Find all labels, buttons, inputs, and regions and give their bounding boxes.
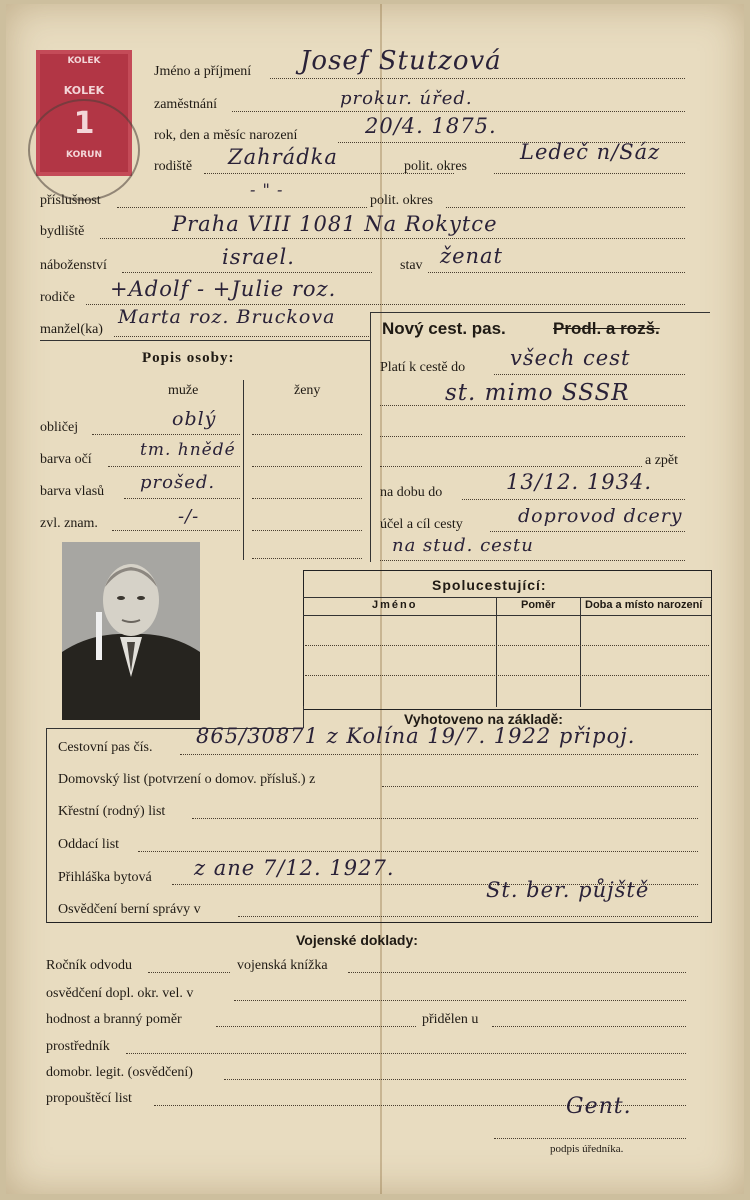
line-zvl-znam-zeny — [252, 530, 362, 531]
hw-rodice: +Adolf - +Julie roz. — [110, 277, 337, 301]
label-domobr: domobr. legit. (osvědčení) — [46, 1065, 193, 1080]
hw-zamestnani: prokur. úřed. — [340, 88, 473, 109]
hw-plati-2: st. mimo SSSR — [445, 380, 630, 406]
line-cestovni-pas — [180, 754, 698, 755]
line-domobr — [224, 1079, 686, 1080]
label-oblicej: obličej — [40, 420, 79, 435]
divider-left — [40, 340, 370, 341]
hw-barva-vlasu: prošed. — [140, 472, 216, 493]
heading-prodl: Prodl. a rozš. — [553, 319, 660, 338]
label-propousteci: propouštěcí list — [46, 1091, 132, 1106]
table-col-divider-2 — [580, 597, 581, 707]
table-header-bottom — [303, 615, 711, 616]
label-podpis: podpis úředníka. — [550, 1143, 624, 1155]
label-osvedceni-berni: Osvědčení berní správy v — [58, 902, 201, 917]
hw-nabozenstvi: israel. — [222, 245, 295, 269]
table-row-1 — [305, 645, 709, 646]
label-nabozenstvi: náboženství — [40, 258, 107, 273]
line-rodice — [86, 304, 685, 305]
label-domovsky: Domovský list (potvrzení o domov. přísluš.) z — [58, 772, 316, 787]
label-cestovni-pas: Cestovní pas čís. — [58, 740, 153, 755]
line-barva-oci-zeny — [252, 466, 362, 467]
divider-right — [370, 312, 710, 313]
line-plati-3 — [380, 436, 685, 437]
hw-ucel-1: doprovod dcery — [518, 505, 683, 527]
line-plati-1 — [494, 374, 685, 375]
label-zvl-znam: zvl. znam. — [40, 516, 98, 531]
label-a-zpet: a zpět — [645, 453, 679, 468]
line-nabozenstvi — [122, 272, 372, 273]
line-polit-okres-2 — [446, 207, 685, 208]
label-narozeni: rok, den a měsíc narození — [154, 128, 298, 143]
stamp-value: 1 — [73, 106, 95, 141]
col-doba: Doba a místo narození — [585, 599, 703, 611]
line-barva-vlasu-zeny — [252, 498, 362, 499]
hw-stav: ženat — [440, 244, 503, 268]
line-prostrednik — [126, 1053, 686, 1054]
label-rodice: rodiče — [40, 290, 75, 305]
hw-na-dobu: 13/12. 1934. — [506, 470, 652, 494]
hw-manzel: Marta roz. Bruckova — [118, 306, 336, 328]
line-manzel — [114, 336, 369, 337]
label-ucel: účel a cíl cesty — [380, 517, 463, 532]
line-podpis — [494, 1138, 686, 1139]
label-rocnik: Ročník odvodu — [46, 958, 132, 973]
hw-barva-oci: tm. hnědé — [140, 440, 236, 460]
table-col-divider-1 — [496, 597, 497, 707]
line-barva-oci — [108, 466, 240, 467]
label-polit-okres-2: polit. okres — [370, 193, 433, 208]
label-prislusnost: příslušnost — [40, 193, 101, 208]
heading-popis-osoby: Popis osoby: — [142, 350, 235, 366]
hw-cestovni-pas: 865/30871 z Kolína 19/7. 1922 připoj. — [196, 724, 636, 748]
heading-vojenske: Vojenské doklady: — [296, 932, 418, 948]
hw-jmeno: Josef Stutzová — [300, 46, 502, 76]
line-pridelen — [492, 1026, 686, 1027]
hw-zvl-znam: -/- — [178, 506, 200, 527]
label-zeny: ženy — [294, 383, 321, 398]
label-oddaci: Oddací list — [58, 837, 120, 852]
label-zamestnani: zaměstnání — [154, 97, 217, 112]
divider-muze-zeny — [243, 380, 244, 560]
hw-osvedceni-berni: St. ber. půjště — [486, 878, 650, 902]
hw-podpis: Gent. — [566, 1094, 632, 1119]
label-barva-vlasu: barva vlasů — [40, 484, 105, 499]
label-na-dobu: na dobu do — [380, 485, 443, 500]
line-extra-zeny — [252, 558, 362, 559]
vyhotoveno-left — [46, 728, 47, 923]
hw-polit-okres: Ledeč n/Sáz — [520, 140, 661, 164]
col-jmeno: Jméno — [372, 599, 418, 611]
line-osvedceni-berni — [238, 916, 698, 917]
line-ucel-1 — [490, 531, 685, 532]
line-bydliste — [100, 238, 685, 239]
heading-spolucestujici: Spolucestující: — [432, 577, 547, 593]
line-stav — [428, 272, 685, 273]
stamp-text-top: KOLEK — [67, 56, 101, 66]
hw-ucel-2: na stud. cestu — [392, 535, 534, 556]
heading-novy-pas: Nový cest. pas. — [382, 319, 506, 338]
line-prislusnost — [117, 207, 367, 208]
col-pomer: Poměr — [521, 599, 556, 611]
line-rocnik — [148, 972, 230, 973]
heading-vyhotoveno: Vyhotoveno na základě: — [404, 711, 563, 727]
line-domovsky — [382, 786, 698, 787]
line-hodnost — [216, 1026, 416, 1027]
line-vojenska-knizka — [348, 972, 686, 973]
line-zvl-znam — [112, 530, 240, 531]
hw-bydliste: Praha VIII 1081 Na Rokytce — [172, 212, 498, 236]
line-jmeno — [270, 78, 685, 79]
line-plati-4 — [380, 466, 642, 467]
hw-plati-1: všech cest — [510, 346, 631, 370]
stamp-text-mid: KOLEK — [63, 84, 105, 97]
label-prostrednik: prostředník — [46, 1039, 110, 1054]
label-jmeno: Jméno a příjmení — [154, 64, 252, 79]
label-muze: muže — [168, 383, 199, 398]
table-row-2 — [305, 675, 709, 676]
divider-vertical — [370, 312, 371, 562]
line-polit-okres-1 — [494, 173, 685, 174]
hw-oblicej: oblý — [172, 408, 217, 430]
line-oblicej-zeny — [252, 434, 362, 435]
line-ucel-2 — [380, 560, 685, 561]
label-manzel: manžel(ka) — [40, 322, 103, 337]
hw-rodiste: Zahrádka — [228, 145, 338, 169]
label-bydliste: bydliště — [40, 224, 85, 239]
line-osvedceni-dopl — [234, 1000, 686, 1001]
line-oblicej — [92, 434, 240, 435]
label-rodiste: rodiště — [154, 159, 193, 174]
label-plati: Platí k cestě do — [380, 360, 466, 375]
stamp-unit: KORUN — [66, 150, 102, 160]
line-barva-vlasu — [124, 498, 240, 499]
hw-prihlaska: z ane 7/12. 1927. — [194, 856, 395, 880]
label-osvedceni-dopl: osvědčení dopl. okr. vel. v — [46, 986, 194, 1001]
line-oddaci — [138, 851, 698, 852]
label-polit-okres-1: polit. okres — [404, 159, 467, 174]
table-header-top — [303, 597, 711, 598]
line-na-dobu — [462, 499, 685, 500]
label-hodnost: hodnost a branný poměr — [46, 1012, 182, 1027]
line-zamestnani — [232, 111, 685, 112]
label-krestni: Křestní (rodný) list — [58, 804, 166, 819]
hw-narozeni: 20/4. 1875. — [365, 114, 497, 138]
portrait-photo — [62, 542, 200, 720]
hw-prislusnost: - " - — [250, 180, 284, 199]
line-krestni — [192, 818, 698, 819]
label-prihlaska: Přihláška bytová — [58, 870, 152, 885]
label-stav: stav — [400, 258, 423, 273]
label-vojenska-knizka: vojenská knížka — [237, 958, 328, 973]
label-pridelen: přidělen u — [422, 1012, 479, 1027]
label-barva-oci: barva očí — [40, 452, 92, 467]
